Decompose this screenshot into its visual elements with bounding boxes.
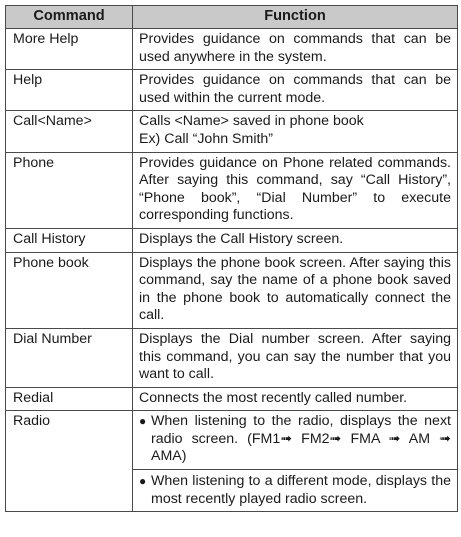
command-cell: Phone book — [6, 252, 133, 328]
table-row — [6, 252, 458, 328]
function-example-line: Ex) Call “John Smith” — [139, 130, 274, 147]
function-cell: Connects the most recently called number. — [133, 387, 458, 411]
command-cell: Redial — [6, 387, 133, 411]
command-cell: Radio — [6, 411, 133, 512]
function-cell: Provides guidance on commands that can be used within the current mode. — [133, 70, 458, 111]
table-row — [6, 111, 458, 152]
bullet-item — [139, 413, 451, 466]
command-cell: Call<Name> — [6, 111, 133, 152]
column-header-command: Command — [6, 6, 133, 29]
command-cell: Dial Number — [6, 328, 133, 387]
command-cell: More Help — [6, 29, 133, 70]
function-cell: Displays the Dial number screen. After saying this command, you can say the number that you want to call. — [133, 328, 458, 387]
table-row — [6, 387, 458, 411]
table-row — [6, 328, 458, 387]
function-cell: Provides guidance on commands that can be used anywhere in the system. — [133, 29, 458, 70]
command-cell: Call History — [6, 228, 133, 252]
bullet-item — [139, 473, 451, 508]
voice-command-table — [5, 5, 458, 512]
column-header-function: Function — [133, 6, 458, 29]
bullet-icon: ● — [139, 474, 147, 489]
bullet-text: When listening to the radio, displays the next radio screen. (FM1➟ FM2➟ FMA ➟ AM ➟ AMA) — [151, 413, 451, 465]
table-row — [6, 29, 458, 70]
table-row — [6, 70, 458, 111]
function-cell: Provides guidance on Phone related commands. After saying this command, say “Call History”, “Phone book”, “Dial Number” to execute corresponding functions. — [133, 152, 458, 228]
function-cell: Displays the Call History screen. — [133, 228, 458, 252]
function-cell — [133, 111, 458, 152]
bullet-icon: ● — [139, 414, 147, 429]
function-line: Calls <Name> saved in phone book — [139, 113, 364, 130]
bullet-divider — [133, 469, 457, 470]
function-cell: Displays the phone book screen. After saying this command, say the name of a phone book saved in the phone book to automatically connect the call. — [133, 252, 458, 328]
command-cell: Help — [6, 70, 133, 111]
table-row — [6, 228, 458, 252]
command-cell: Phone — [6, 152, 133, 228]
bullet-text: When listening to a different mode, displays the most recently played radio screen. — [151, 473, 451, 507]
table-row — [6, 411, 458, 512]
table-row — [6, 152, 458, 228]
table-header-row — [6, 6, 458, 29]
function-cell — [133, 411, 458, 512]
